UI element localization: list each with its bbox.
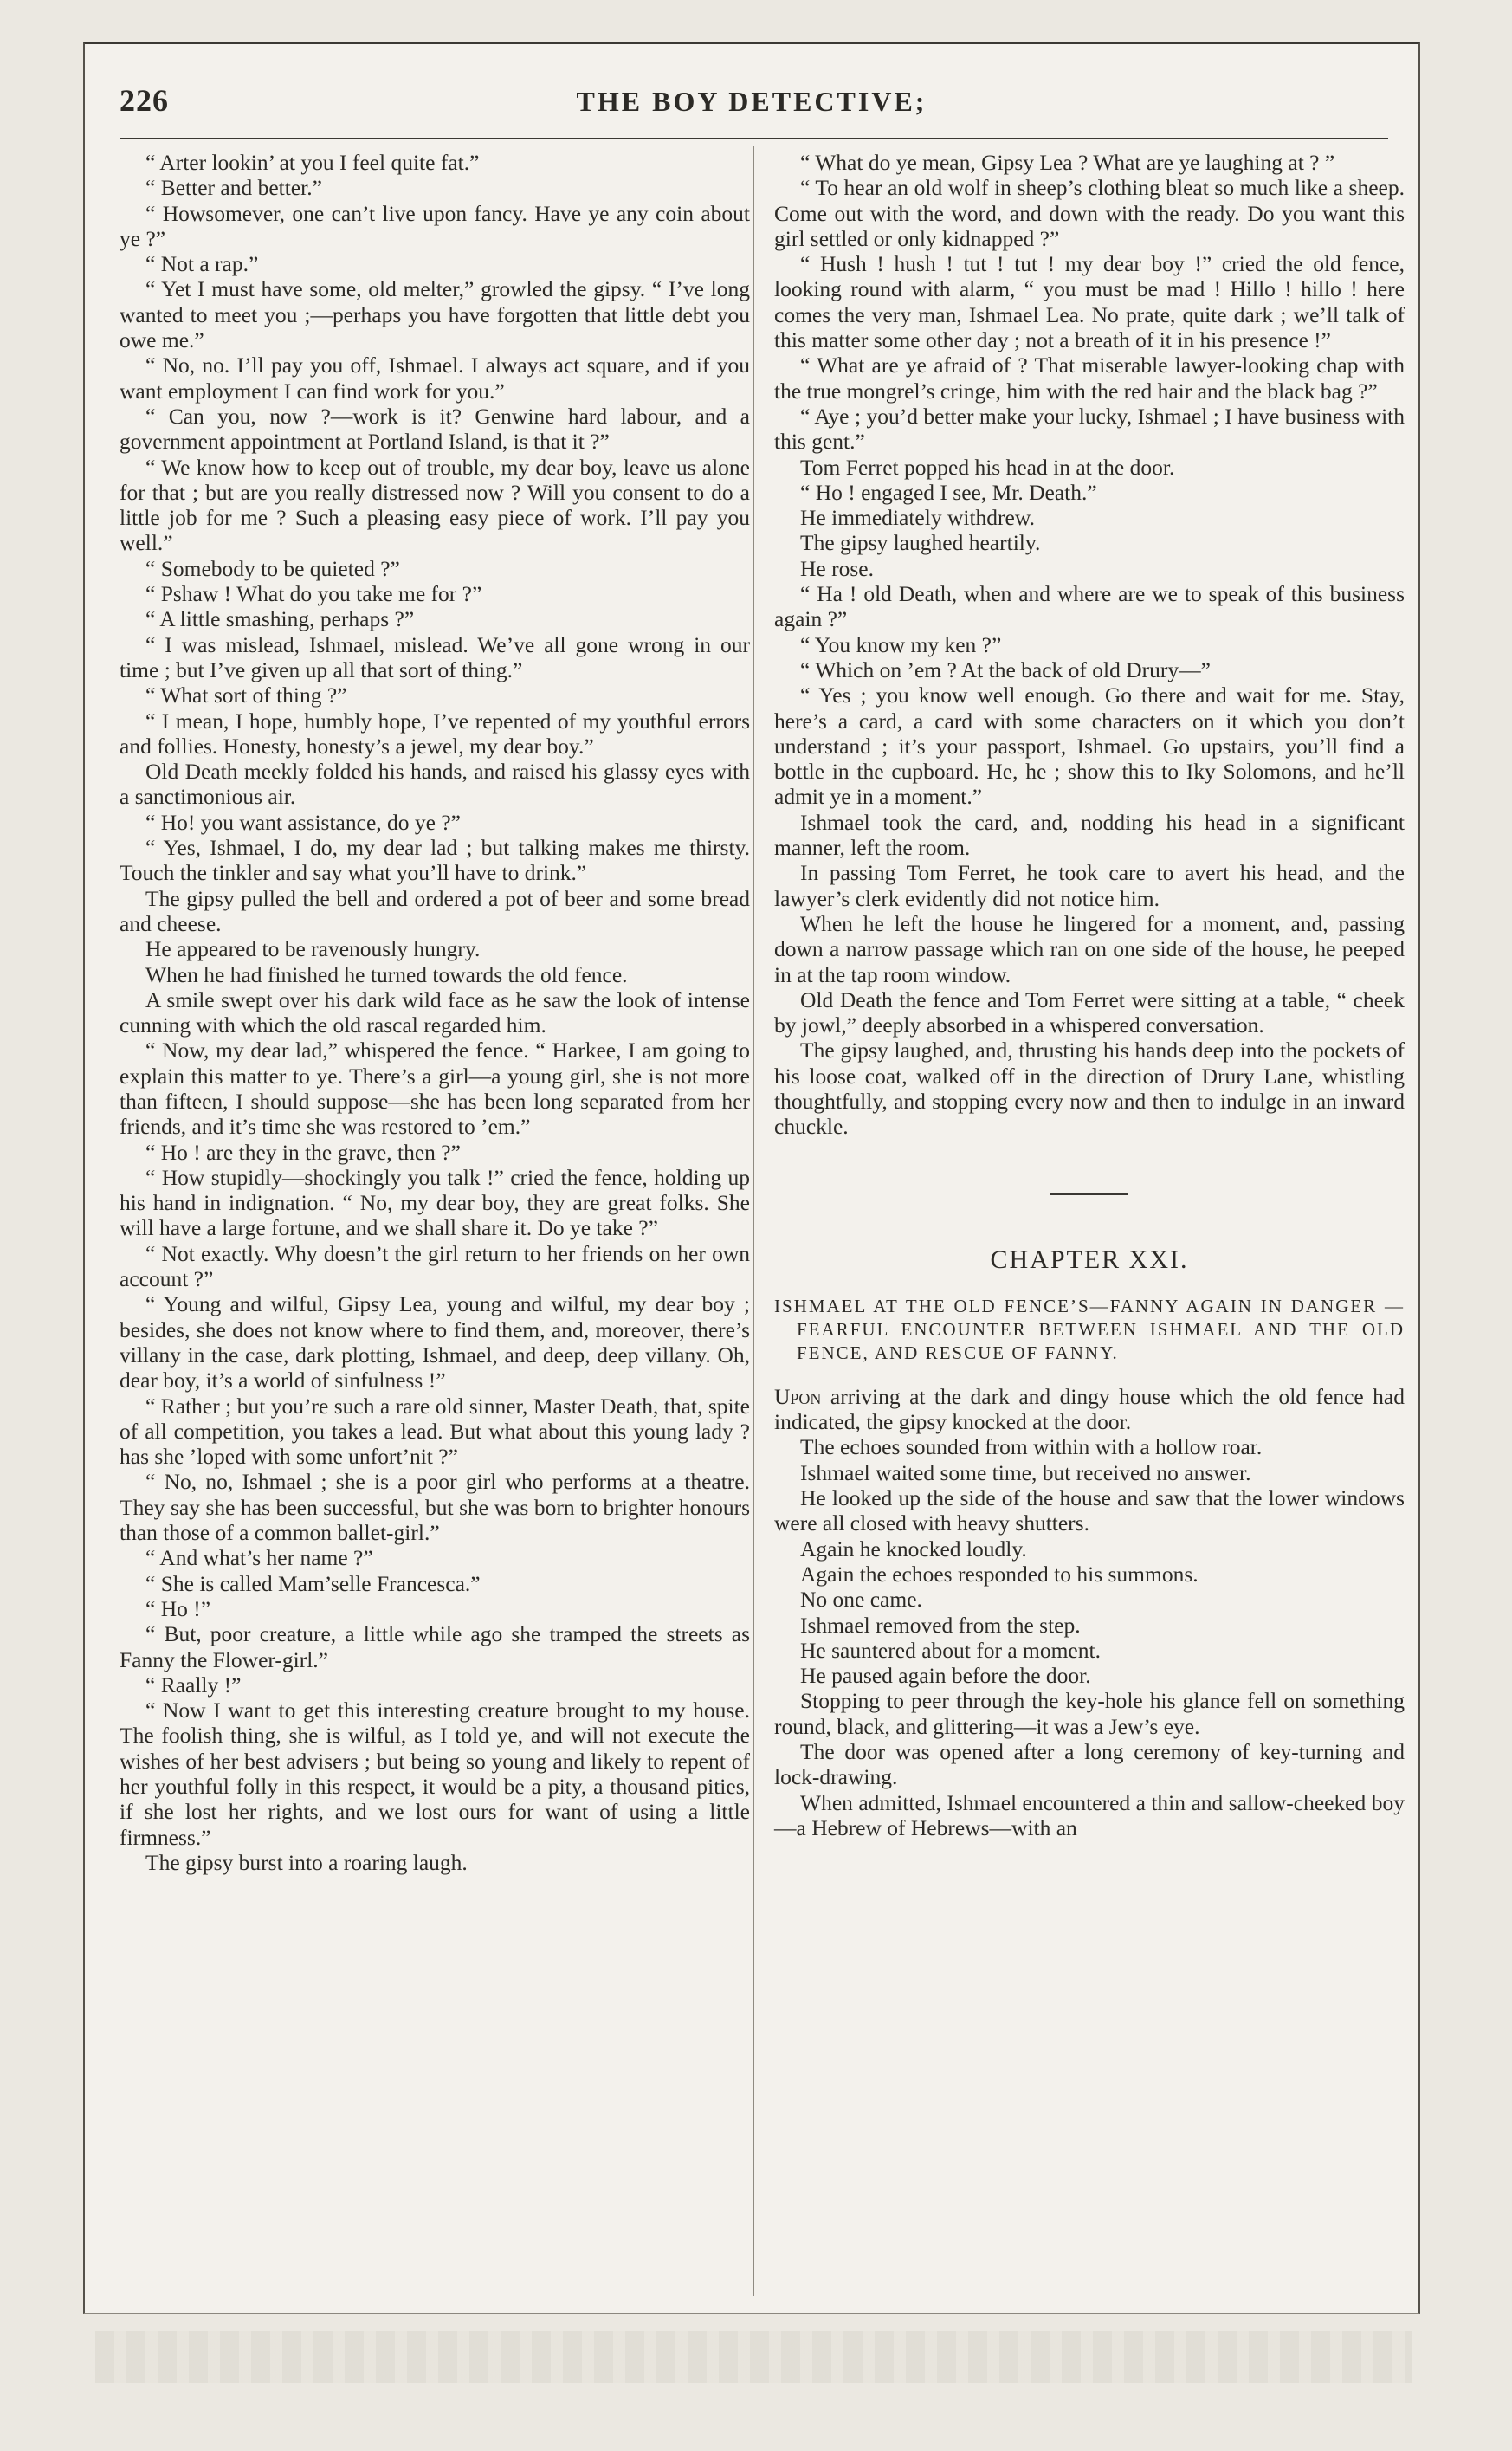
paragraph: When he had finished he turned towards the old fence. — [145, 961, 628, 987]
paragraph: “ Howsomever, one can’t live upon fancy. Have ye any coin about ye ?” — [120, 200, 750, 251]
bleed-through-strip — [95, 2331, 1412, 2383]
opening-word: Upon — [774, 1383, 822, 1409]
paragraph: “ No, no, Ishmael ; she is a poor girl who performs at a theatre. They say she has been successful, but she was born to brighter honours than those of a common ballet-girl.” — [120, 1469, 750, 1546]
running-title: THE BOY DETECTIVE; — [576, 86, 927, 117]
paragraph: “ What are ye afraid of ? That miserable lawyer-looking chap with the true mongrel’s cringe, him with the red hair and the black bag ?” — [774, 352, 1405, 404]
book-page — [83, 42, 1420, 2314]
paragraph: He immediately withdrew. — [800, 505, 1035, 531]
paragraph: “ Which on ’em ? At the back of old Drury—” — [800, 656, 1211, 682]
left-column — [120, 150, 750, 1875]
paragraph: “ Ho ! are they in the grave, then ?” — [145, 1139, 461, 1165]
paragraph: “ No, no. I’ll pay you off, Ishmael. I always act square, and if you want employment I can find work for you.” — [120, 352, 750, 404]
right-column — [774, 150, 1405, 1840]
paragraph: The gipsy burst into a roaring laugh. — [145, 1849, 468, 1875]
column-divider — [753, 146, 754, 2296]
paragraph: “ Yet I must have some, old melter,” growled the gipsy. “ I’ve long wanted to meet you ;—perhaps you have forgotten that little debt you owe me.” — [120, 276, 750, 353]
paragraph: In passing Tom Ferret, he took care to avert his head, and the lawyer’s clerk evidently did not notice him. — [774, 860, 1405, 911]
paragraph: “ Yes, Ishmael, I do, my dear lad ; but talking makes me thirsty. Touch the tinkler and say what you’ll have to drink.” — [120, 835, 750, 886]
paragraph: “ Somebody to be quieted ?” — [145, 555, 400, 581]
paragraph: He rose. — [800, 555, 874, 581]
paragraph: The gipsy pulled the bell and ordered a pot of beer and some bread and cheese. — [120, 885, 750, 936]
paragraph: When admitted, Ishmael encountered a thin and sallow-cheeked boy—a Hebrew of Hebrews—with an — [774, 1789, 1405, 1840]
paragraph: “ Raally !” — [145, 1672, 242, 1698]
paragraph: “ Rather ; but you’re such a rare old sinner, Master Death, that, spite of all competition, you takes a lead. But what about this young lady ? has she ’loped with some unfort’nit ?” — [120, 1393, 750, 1470]
paragraph: “ I mean, I hope, humbly hope, I’ve repented of my youthful errors and follies. Honesty, honesty’s a jewel, my dear boy.” — [120, 708, 750, 759]
paragraph: “ Aye ; you’d better make your lucky, Ishmael ; I have business with this gent.” — [774, 403, 1405, 455]
paragraph: Again he knocked loudly. — [800, 1536, 1027, 1562]
paragraph: He looked up the side of the house and saw that the lower windows were all closed with heavy shutters. — [774, 1485, 1405, 1536]
paragraph: “ Young and wilful, Gipsy Lea, young and wilful, my dear boy ; besides, she does not know where to find them, and, moreover, there’s villany in the case, dark plotting, Ishmael, and deep, deep villany. Oh, dear boy, it’s a world of sinfulness !” — [120, 1291, 750, 1394]
paragraph: No one came. — [800, 1587, 922, 1613]
header-rule — [120, 138, 1388, 139]
paragraph: The door was opened after a long ceremony of key-turning and lock-drawing. — [774, 1739, 1405, 1790]
paragraph: “ We know how to keep out of trouble, my dear boy, leave us alone for that ; but are you really distressed now ? Will you consent to do a little job for me ? Such a pleasing easy piece of work. I’ll pay you well.” — [120, 454, 750, 556]
paragraph: Ishmael took the card, and, nodding his head in a significant manner, left the room. — [774, 809, 1405, 861]
paragraph: Stopping to peer through the key-hole his glance fell on something round, black, and glittering—it was a Jew’s eye. — [774, 1688, 1405, 1739]
paragraph: “ Yes ; you know well enough. Go there and wait for me. Stay, here’s a card, a card with some characters on it which you don’t understand ; it’s your passport, Ishmael. Go upstairs, you’ll find a bottle in the cupboard. He, he ; show this to Iky Solomons, and he’ll admit ye in a moment.” — [774, 682, 1405, 810]
paragraph: “ A little smashing, perhaps ?” — [145, 606, 415, 632]
paragraph: “ And what’s her name ?” — [145, 1545, 373, 1571]
paragraph: The echoes sounded from within with a hollow roar. — [800, 1434, 1263, 1460]
paragraph: “ Not exactly. Why doesn’t the girl return to her friends on her own account ?” — [120, 1240, 750, 1292]
paragraph: “ Ho ! engaged I see, Mr. Death.” — [800, 479, 1097, 505]
paragraph: “ You know my ken ?” — [800, 631, 1002, 657]
paragraph: He appeared to be ravenously hungry. — [145, 936, 481, 962]
chapter-opening-paragraph — [774, 1384, 1405, 1435]
paragraph: He sauntered about for a moment. — [800, 1637, 1101, 1663]
paragraph: “ What do ye mean, Gipsy Lea ? What are ye laughing at ? ” — [800, 150, 1335, 175]
opening-text: arriving at the dark and dingy house which the old fence had indicated, the gipsy knocked at the door. — [774, 1383, 1405, 1435]
paragraph: A smile swept over his dark wild face as he saw the look of intense cunning with which the old rascal regarded him. — [120, 986, 750, 1038]
paragraph: “ How stupidly—shockingly you talk !” cried the fence, holding up his hand in indignation. “ No, my dear boy, they are great folks. She will have a large fortune, and we shall share it. Do ye take ?” — [120, 1164, 750, 1241]
section-separator — [1050, 1193, 1128, 1195]
paragraph: “ I was mislead, Ishmael, mislead. We’ve all gone wrong in our time ; but I’ve given up all that sort of thing.” — [120, 631, 750, 682]
paragraph: “ Pshaw ! What do you take me for ?” — [145, 581, 482, 607]
paragraph: Ishmael waited some time, but received no answer. — [800, 1459, 1251, 1485]
paragraph: “ Hush ! hush ! tut ! tut ! my dear boy !” cried the old fence, looking round with alarm, “ you must be mad ! Hillo ! hillo ! here comes the very man, Ishmael Lea. No prate, quite dark ; we’ll talk of this matter some other day ; not a breath of it in his presence !” — [774, 251, 1405, 353]
paragraph: “ Arter lookin’ at you I feel quite fat.” — [145, 150, 480, 175]
paragraph: “ Not a rap.” — [145, 251, 259, 277]
paragraph: Again the echoes responded to his summons. — [800, 1561, 1199, 1587]
paragraph: “ Ho !” — [145, 1595, 211, 1621]
paragraph: “ Can you, now ?—work is it? Genwine hard labour, and a government appointment at Portland Island, is that it ?” — [120, 403, 750, 455]
paragraph: “ Better and better.” — [145, 175, 322, 201]
paragraph: “ Ha ! old Death, when and where are we to speak of this business again ?” — [774, 581, 1405, 632]
page-number: 226 — [120, 83, 169, 118]
paragraph: “ Now, my dear lad,” whispered the fence. “ Harkee, I am going to explain this matter to ye. There’s a girl—a young girl, she is not more than fifteen, I should suppose—she has been long separated from her friends, and it’s time she was restored to ’em.” — [120, 1038, 750, 1140]
chapter-title: CHAPTER XXI. — [990, 1245, 1189, 1274]
paragraph: “ Now I want to get this interesting creature brought to my house. The foolish thing, she is wilful, as I told ye, and will not execute the wishes of her best advisers ; but being so young and likely to repent of her youthful folly in this respect, it would be a pity, a thousand pities, if she lost her rights, and we lost ours for want of using a little firmness.” — [120, 1698, 750, 1850]
paragraph: “ But, poor creature, a little while ago she tramped the streets as Fanny the Flower-girl.” — [120, 1621, 750, 1672]
chapter-synopsis: ISHMAEL AT THE OLD FENCE’S—FANNY AGAIN IN DANGER — FEARFUL ENCOUNTER BETWEEN ISHMAEL AND THE OLD FENCE, AND RESCUE OF FANNY. — [774, 1295, 1405, 1363]
paragraph: “ What sort of thing ?” — [145, 682, 347, 708]
paragraph: The gipsy laughed, and, thrusting his hands deep into the pockets of his loose coat, walked off in the direction of Drury Lane, whistling thoughtfully, and stopping every now and then to indulge in an inward chuckle. — [774, 1038, 1405, 1140]
paragraph: Old Death meekly folded his hands, and raised his glassy eyes with a sanctimonious air. — [120, 759, 750, 810]
paragraph: He paused again before the door. — [800, 1663, 1091, 1689]
paragraph: The gipsy laughed heartily. — [800, 530, 1041, 556]
paragraph: “ Ho! you want assistance, do ye ?” — [145, 809, 461, 835]
paragraph: Old Death the fence and Tom Ferret were sitting at a table, “ cheek by jowl,” deeply absorbed in a whispered conversation. — [774, 986, 1405, 1038]
paragraph: “ She is called Mam’selle Francesca.” — [145, 1570, 481, 1596]
paragraph: Ishmael removed from the step. — [800, 1612, 1081, 1638]
paragraph: Tom Ferret popped his head in at the door. — [800, 454, 1175, 480]
paragraph: “ To hear an old wolf in sheep’s clothing bleat so much like a sheep. Come out with the word, and down with the ready. Do you want this girl settled or only kidnapped ?” — [774, 175, 1405, 251]
paragraph: When he left the house he lingered for a moment, and, passing down a narrow passage which ran on one side of the house, he peeped in at the tap room window. — [774, 910, 1405, 987]
page-header — [120, 82, 1384, 134]
